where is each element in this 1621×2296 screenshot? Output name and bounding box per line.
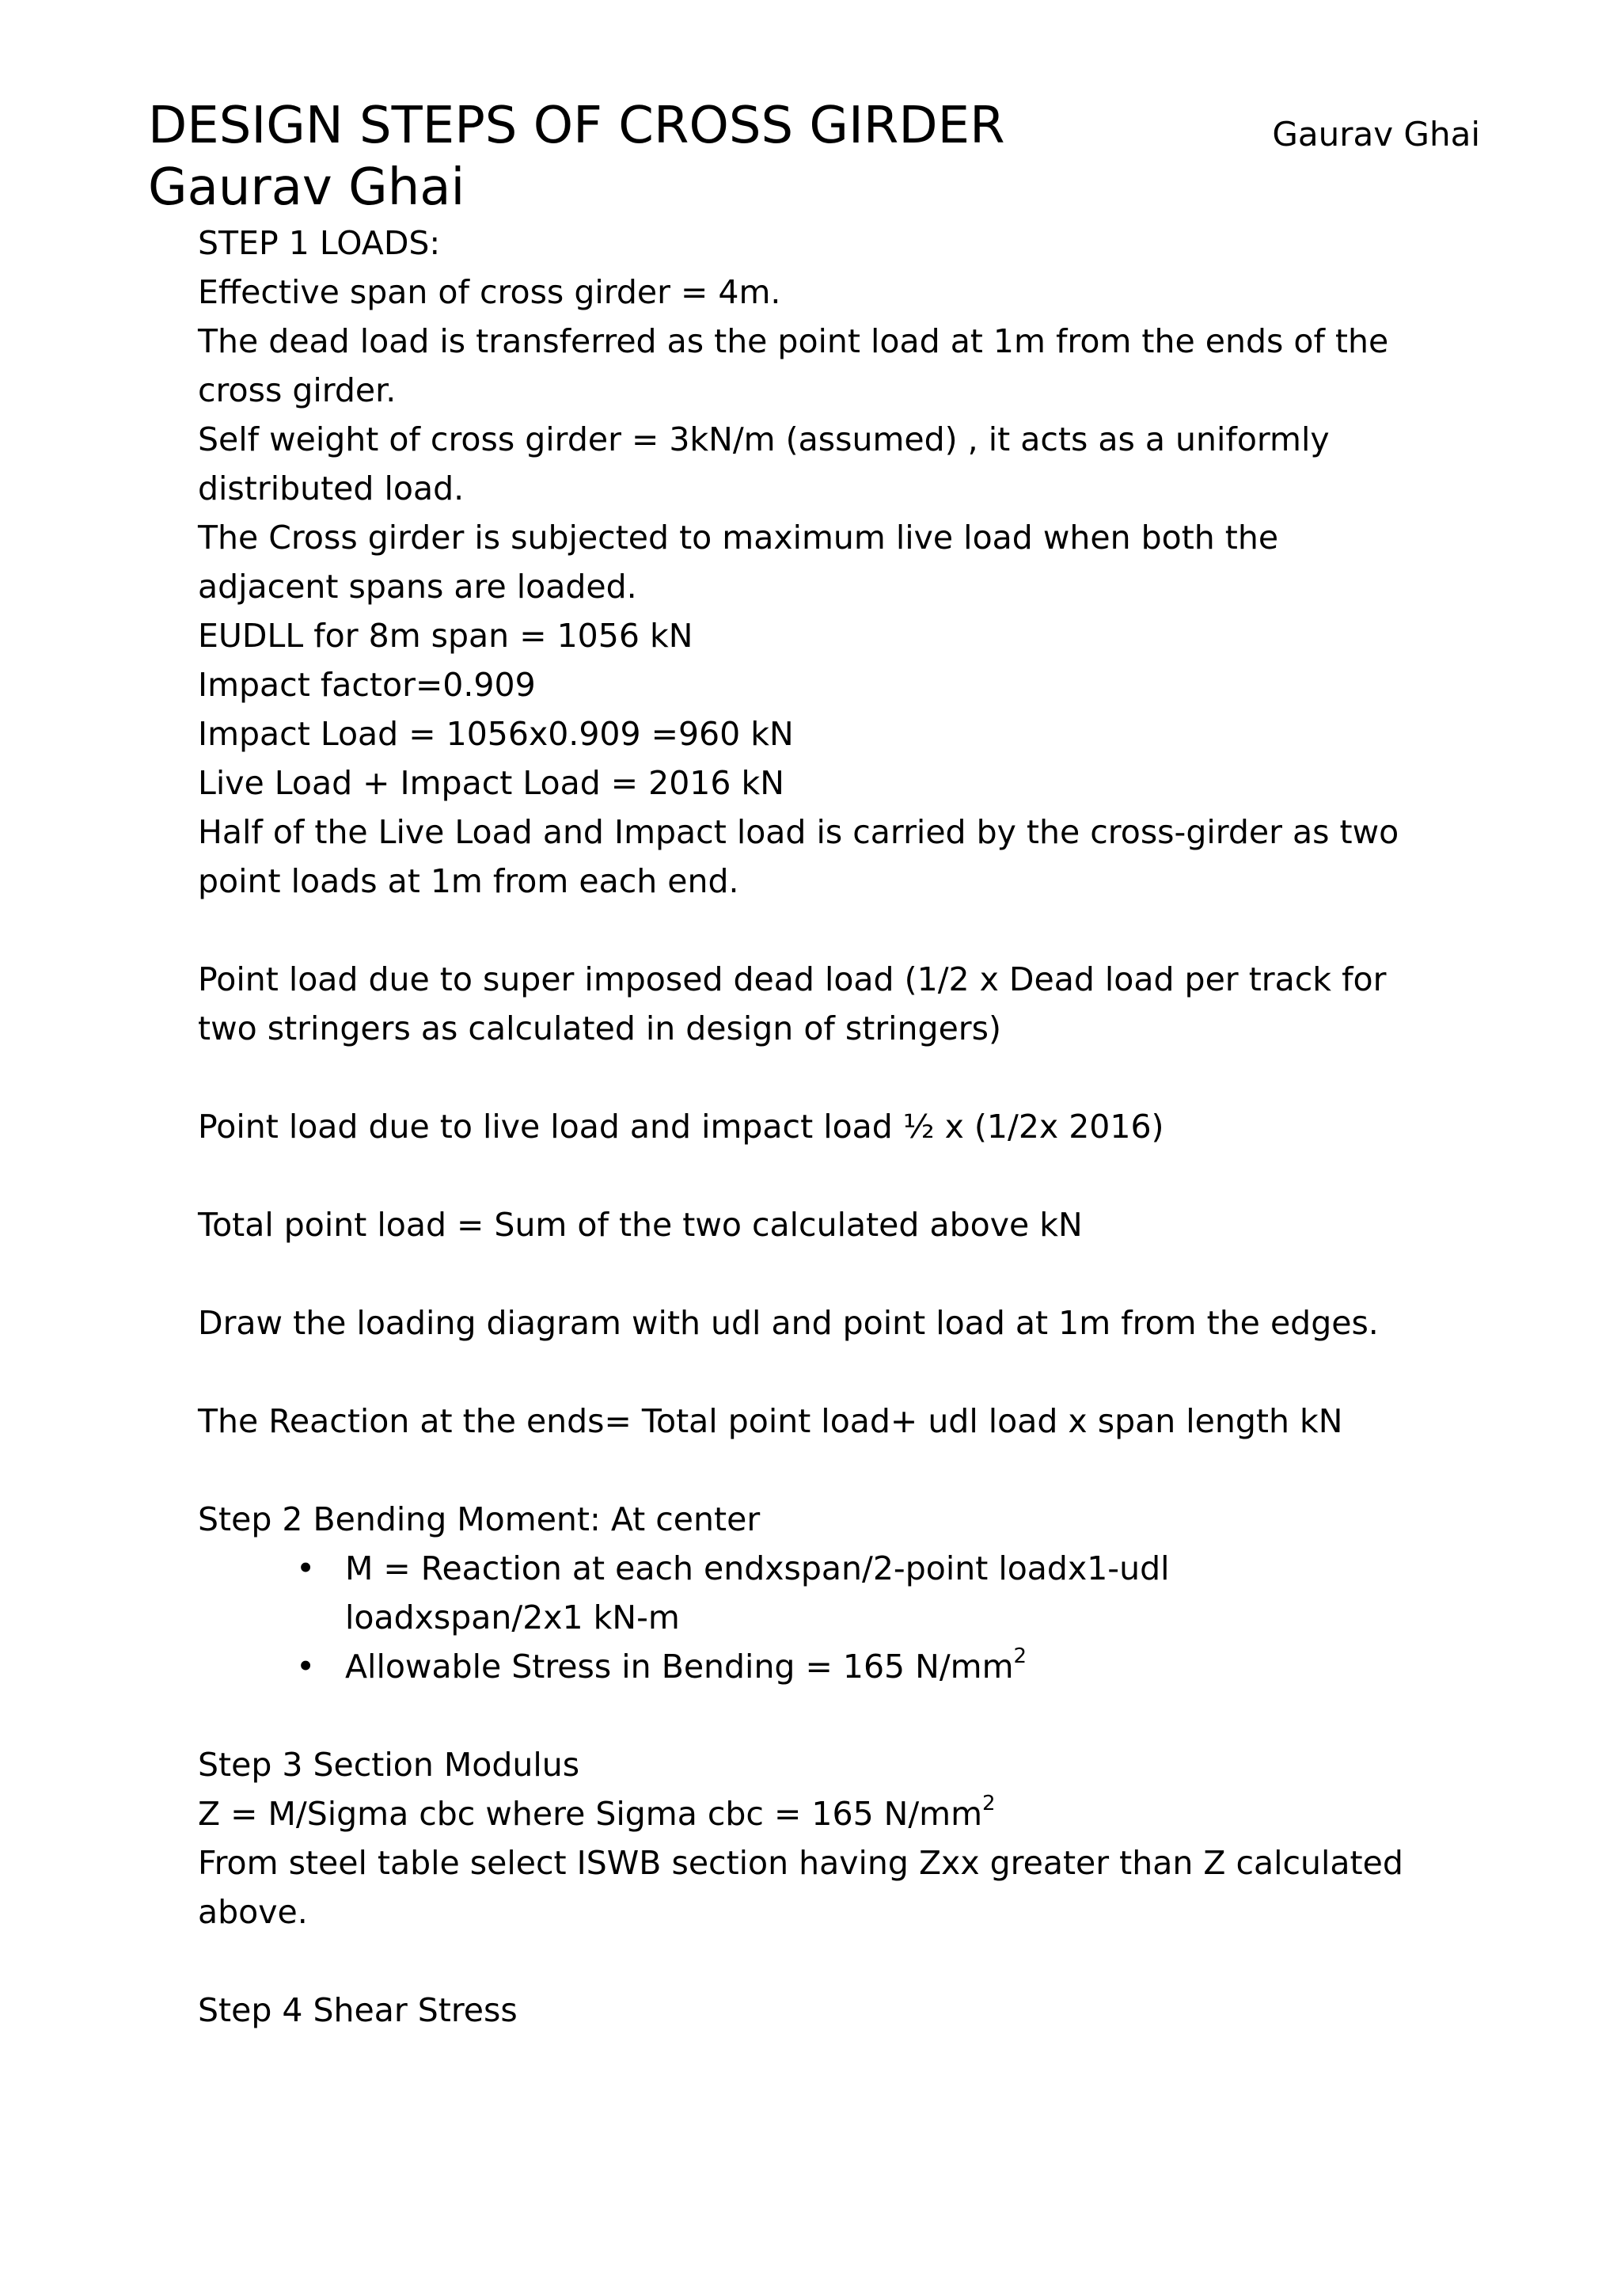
title-author: Gaurav Ghai [148,158,465,217]
step1-line: cross girder. [198,371,397,409]
step1-line: The Cross girder is subjected to maximum live load when both the [198,519,1279,557]
reaction-line: The Reaction at the ends= Total point load+ udl load x span length kN [198,1402,1343,1440]
spacer [198,906,1464,955]
bending-moment-formula-line: loadxspan/2x1 kN-m [345,1598,680,1636]
spacer [198,1249,1464,1298]
spacer [198,1937,1464,1986]
superscript: 2 [982,1792,996,1816]
step1-line: Effective span of cross girder = 4m. [198,273,781,311]
spacer [198,1053,1464,1102]
step1-heading: STEP 1 LOADS: [198,224,441,262]
document-body [198,219,1464,2035]
step2-bullet-item [345,1642,1464,1691]
step1-line: Impact Load = 1056x0.909 =960 kN [198,715,794,753]
allowable-stress-text: Allowable Stress in Bending = 165 N/mm [345,1648,1014,1686]
step1-line: EUDLL for 8m span = 1056 kN [198,617,693,655]
section-select-line: above. [198,1893,308,1931]
step1-line: adjacent spans are loaded. [198,568,637,606]
spacer [198,1151,1464,1200]
sdl-point-load-line: two stringers as calculated in design of stringers) [198,1009,1002,1047]
allowable-stress-line [345,1642,1464,1691]
total-point-load-line: Total point load = Sum of the two calculated above kN [198,1206,1083,1244]
step2-bullet-item [345,1544,1464,1642]
section-modulus-text: Z = M/Sigma cbc where Sigma cbc = 165 N/mm [198,1795,983,1833]
step4-heading: Step 4 Shear Stress [198,1991,518,2029]
spacer [198,1348,1464,1397]
step1-line: Self weight of cross girder = 3kN/m (assumed) , it acts as a uniformly [198,420,1330,458]
step1-line: Impact factor=0.909 [198,666,536,704]
spacer [198,1691,1464,1740]
bending-moment-formula-line: • M = Reaction at each endxspan/2-point loadx1-udl [345,1549,1170,1587]
step2-heading: Step 2 Bending Moment: At center [198,1500,761,1538]
sdl-point-load-line: Point load due to super imposed dead load (1/2 x Dead load per track for [198,960,1387,998]
document-title: DESIGN STEPS OF CROSS GIRDER [148,97,1005,155]
step1-line: Half of the Live Load and Impact load is carried by the cross-girder as two [198,813,1399,851]
step3-heading: Step 3 Section Modulus [198,1746,580,1784]
section-select-line: From steel table select ISWB section having Zxx greater than Z calculated [198,1844,1403,1882]
step1-line: distributed load. [198,469,465,507]
loading-diagram-note: Draw the loading diagram with udl and point load at 1m from the edges. [198,1304,1379,1342]
spacer [198,1446,1464,1495]
step2-bullet-list [198,1544,1464,1691]
live-point-load-line: Point load due to live load and impact load ½ x (1/2x 2016) [198,1108,1164,1146]
step1-line: Live Load + Impact Load = 2016 kN [198,764,784,802]
section-modulus-formula [198,1789,1464,1838]
header-author: Gaurav Ghai [1272,115,1480,154]
step1-line: point loads at 1m from each end. [198,862,739,900]
step1-line: The dead load is transferred as the point load at 1m from the ends of the [198,322,1389,360]
superscript: 2 [1013,1644,1027,1669]
